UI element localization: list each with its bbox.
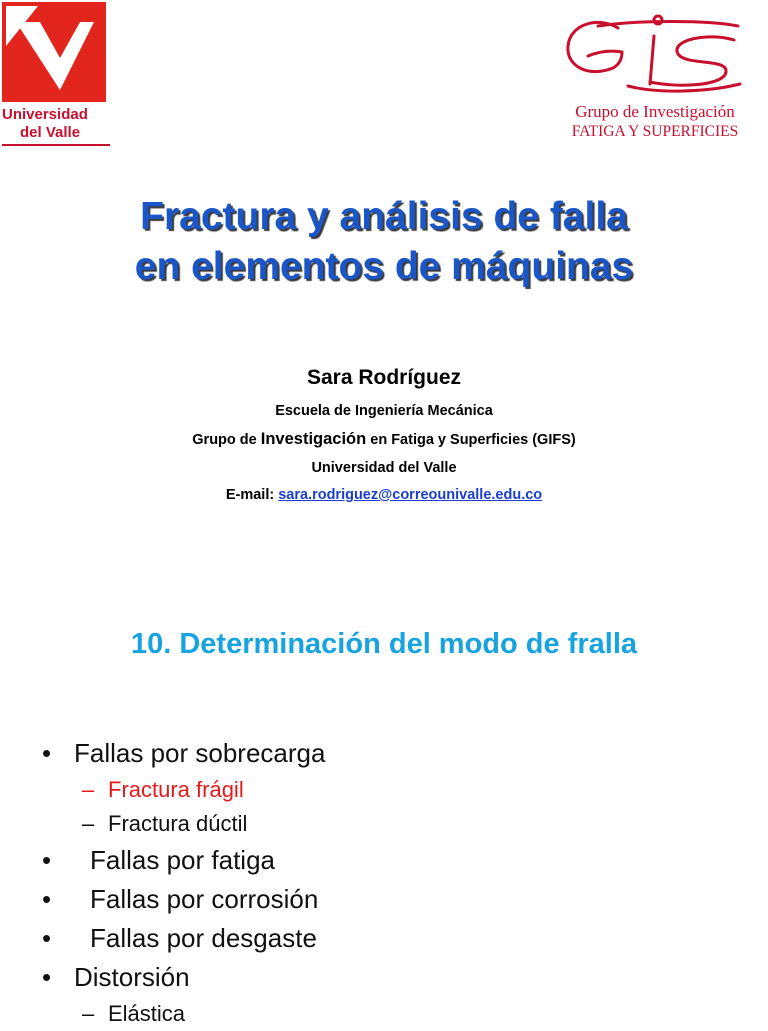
bullet-marker: • [42,884,52,914]
title-line1: Fractura y análisis de falla [140,195,628,238]
bullet-text: Fractura dúctil [108,811,248,836]
bullet-marker: • [42,923,52,953]
sub-bullet-item [40,807,760,841]
dash-marker: – [82,811,95,836]
bullet-text: Fallas por sobrecarga [74,738,326,768]
group-suffix: en Fatiga y Superficies (GIFS) [370,432,576,448]
bullet-item [40,919,760,958]
group-logo [548,6,762,146]
bullet-text: Fractura frágil [108,777,244,802]
bullet-text: Elástica [108,1001,186,1026]
section-title: 10. Determinación del modo de fralla [130,628,638,660]
bullet-item [40,958,760,997]
author-email-line [0,487,768,503]
university-name-line1: Universidad [2,106,88,123]
bullet-item [40,841,760,880]
bullet-text: Fallas por corrosión [90,884,319,914]
bullet-text: Fallas por desgaste [90,923,317,953]
university-logo [2,2,106,146]
dash-marker: – [82,1001,95,1026]
group-prefix: Grupo de [192,432,257,448]
group-emphasis: Investigación [260,430,367,448]
bullet-marker: • [42,962,52,992]
author-university: Universidad del Valle [311,460,457,476]
author-name: Sara Rodríguez [306,366,462,389]
author-group [0,430,768,449]
presentation-title [0,192,768,292]
sub-bullet-item [40,997,760,1031]
author-school: Escuela de Ingeniería Mecánica [275,403,493,419]
bullet-marker: • [42,845,52,875]
bullet-item [40,734,760,773]
university-underline [2,144,110,146]
sub-bullet-item [40,773,760,807]
title-line2: en elementos de máquinas [134,245,634,288]
bullet-text: Fallas por fatiga [90,845,275,875]
gifs-logo-icon [558,6,748,96]
bullet-marker: • [42,738,52,768]
group-name-line2: FATIGA Y SUPERFICIES [571,123,739,140]
bullet-list [40,734,760,1031]
univalle-logo-icon [2,2,106,102]
university-name [2,106,112,142]
bullet-item [40,880,760,919]
university-name-line2: del Valle [20,124,81,141]
bullet-text: Distorsión [74,962,190,992]
email-label: E-mail: [225,487,275,503]
group-name-line1: Grupo de Investigación [575,102,735,121]
email-link[interactable]: sara.rodriguez@correounivalle.edu.co [278,487,543,503]
dash-marker: – [82,777,95,802]
